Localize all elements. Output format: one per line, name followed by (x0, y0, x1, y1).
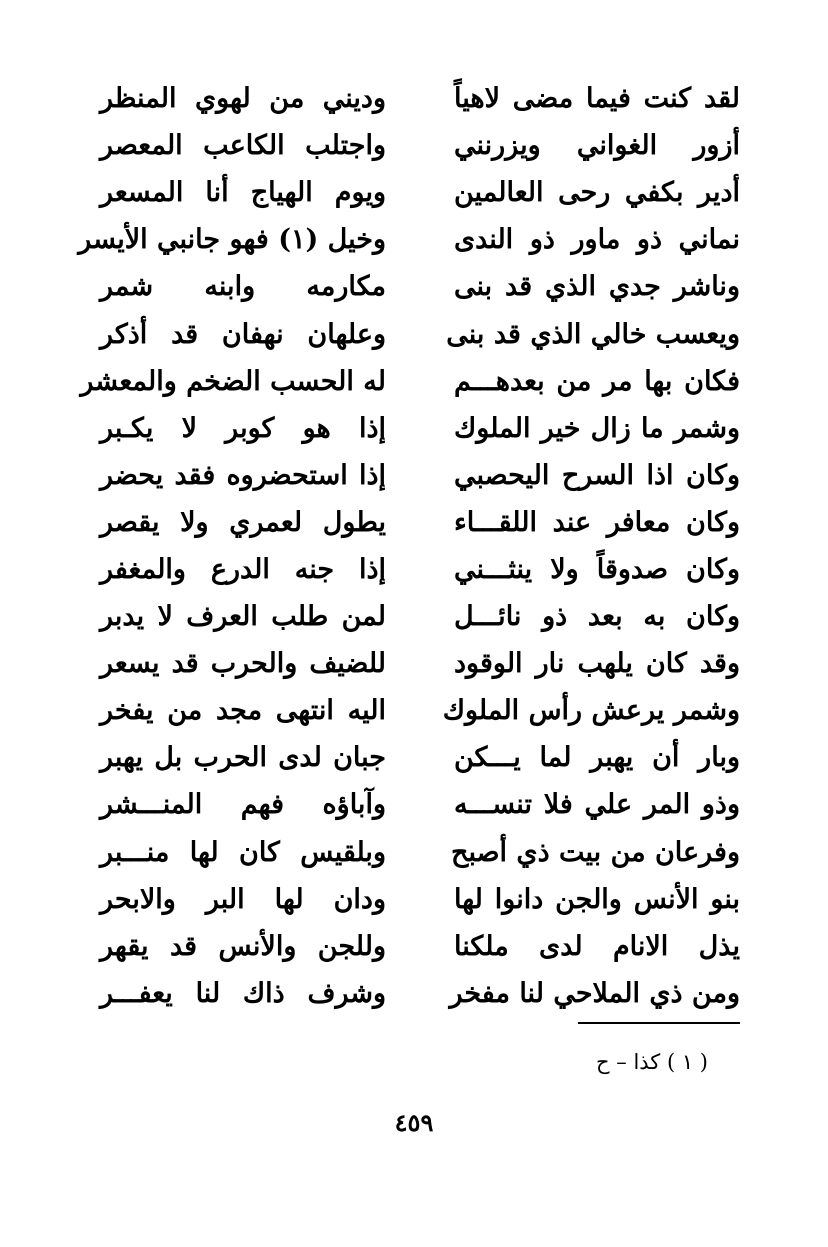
verse-second-hemistich: وللجن والأنس قد يقهر (100, 930, 386, 962)
verse-first-hemistich: بنو الأنس والجن دانوا لها (454, 883, 740, 915)
verse-line (100, 781, 740, 828)
verse-first-hemistich: وكان صدوقاً ولا ينثـــني (454, 553, 740, 585)
poem (78, 75, 740, 1017)
verse-first-hemistich: وقد كان يلهب نار الوقود (454, 648, 740, 680)
verse-line (100, 970, 740, 1017)
verse-line (100, 169, 740, 216)
verse-second-hemistich: اليه انتهى مجد من يفخر (100, 695, 386, 727)
verse-second-hemistich: إذا استحضروه فقد يحضر (100, 459, 386, 491)
verse-first-hemistich: وشمر ما زال خير الملوك (454, 412, 740, 444)
verse-first-hemistich: وشمر يرعش رأس الملوك (442, 695, 740, 727)
verse-line (100, 122, 740, 169)
verse-second-hemistich: يطول لعمري ولا يقصر (100, 506, 386, 538)
verse-line (80, 358, 740, 405)
page-number: ٤٥٩ (394, 1108, 434, 1137)
verse-first-hemistich: ويعسب خالي الذي قد بنى (446, 318, 740, 350)
verse-line (100, 546, 740, 593)
verse-line (100, 687, 740, 734)
verse-first-hemistich: أزور الغواني ويزرنني (454, 130, 740, 162)
verse-line (100, 829, 740, 876)
verse-first-hemistich: وفرعان من بيت ذي أصبح (451, 836, 740, 868)
verse-second-hemistich: ويوم الهياج أنا المسعر (100, 177, 386, 209)
verse-line (100, 593, 740, 640)
verse-line (100, 876, 740, 923)
verse-first-hemistich: نماني ذو ماور ذو الندى (454, 224, 740, 256)
verse-line (78, 216, 740, 263)
verse-second-hemistich: وآباؤه فهم المنـــشر (100, 789, 386, 821)
verse-first-hemistich: وناشر جدي الذي قد بنى (454, 271, 740, 303)
verse-first-hemistich: أدير بكفي رحى العالمين (454, 177, 740, 209)
verse-second-hemistich: وعلهان نهفان قد أذكر (100, 318, 386, 350)
verse-second-hemistich: وديني من لهوي المنظر (100, 83, 386, 115)
verse-second-hemistich: وخيل (١) فهو جانبي الأيسر (78, 224, 386, 256)
verse-first-hemistich: وكان معافر عند اللقـــاء (454, 506, 740, 538)
verse-line (100, 263, 740, 310)
verse-second-hemistich: جبان لدى الحرب بل يهبر (100, 742, 386, 774)
verse-first-hemistich: ومن ذي الملاحي لنا مفخر (449, 977, 740, 1009)
verse-line (100, 923, 740, 970)
verse-second-hemistich: للضيف والحرب قد يسعر (100, 648, 386, 680)
footnote: ( ١ ) كذا – ح (596, 1050, 708, 1074)
verse-first-hemistich: وكان اذا السرح اليحصبي (454, 459, 740, 491)
verse-first-hemistich: لقد كنت فيما مضى لاهياً (454, 83, 740, 115)
verse-line (100, 405, 740, 452)
footnote-divider (578, 1022, 740, 1024)
verse-line (100, 499, 740, 546)
verse-second-hemistich: إذا جنه الدرع والمغفر (100, 553, 386, 585)
verse-second-hemistich: له الحسب الضخم والمعشر (80, 365, 386, 397)
verse-second-hemistich: مكارمه وابنه شمر (100, 271, 386, 303)
verse-first-hemistich: وذو المر علي فلا تنســـه (454, 789, 740, 821)
verse-second-hemistich: لمن طلب العرف لا يدبر (100, 601, 386, 633)
verse-line (100, 452, 740, 499)
verse-first-hemistich: وبار أن يهبر لما يـــكن (454, 742, 740, 774)
verse-second-hemistich: وشرف ذاك لنا يعفـــر (100, 977, 386, 1009)
verse-second-hemistich: إذا هو كوبر لا يكـبر (100, 412, 386, 444)
verse-line (100, 640, 740, 687)
verse-line (100, 734, 740, 781)
verse-line (100, 310, 740, 357)
verse-second-hemistich: وبلقيس كان لها منـــبر (100, 836, 386, 868)
verse-line (100, 75, 740, 122)
verse-first-hemistich: يذل الانام لدى ملكنا (454, 930, 740, 962)
verse-second-hemistich: ودان لها البر والابحر (100, 883, 386, 915)
verse-first-hemistich: وكان به بعد ذو نائـــل (454, 601, 740, 633)
verse-first-hemistich: فكان بها مر من بعدهـــم (454, 365, 740, 397)
verse-second-hemistich: واجتلب الكاعب المعصر (100, 130, 386, 162)
